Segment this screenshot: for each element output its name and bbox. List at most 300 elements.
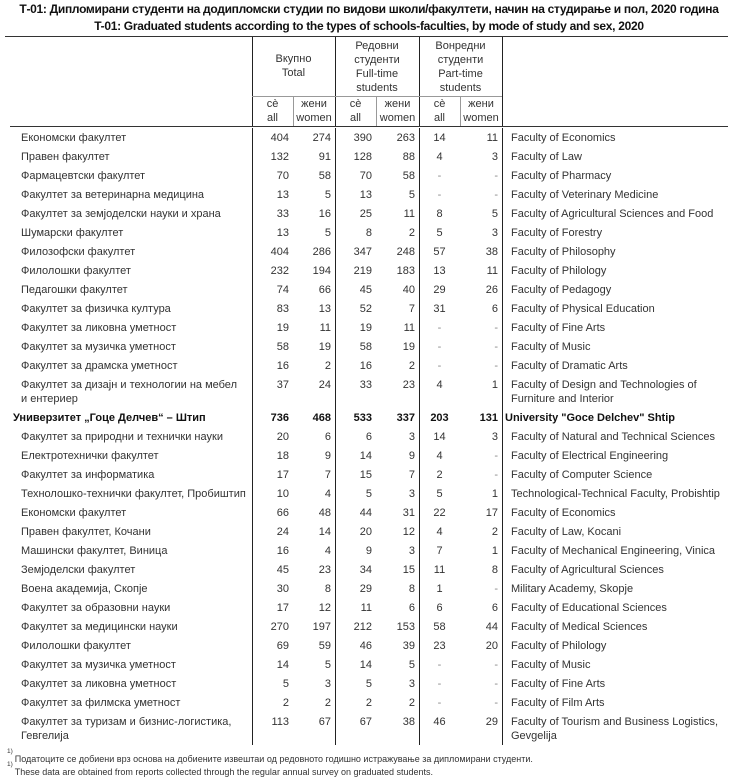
row-label-en: Faculty of Pharmacy [511, 170, 612, 182]
cell-total-all: 10 [276, 488, 289, 500]
data-table [0, 128, 738, 745]
cell-total-women: 468 [312, 412, 331, 424]
row-label-mk: Факултет за ликовна уметност [21, 678, 177, 690]
cell-parttime-all: - [437, 360, 442, 372]
row-label-en: Faculty of Philology [511, 640, 607, 652]
cell-parttime-all: 58 [433, 621, 446, 633]
subheader-all [252, 97, 293, 125]
table-row [0, 280, 738, 299]
table-row [0, 223, 738, 242]
cell-parttime-women: 5 [491, 208, 498, 220]
cell-fulltime-all: 15 [359, 469, 372, 481]
row-label-mk: Факултет за дизајн и технологии на мебел и ентериер [21, 379, 237, 405]
cell-total-all: 404 [270, 132, 289, 144]
cell-parttime-women: 3 [491, 431, 498, 443]
cell-fulltime-all: 8 [365, 227, 372, 239]
row-label-mk: Земјоделски факултет [21, 564, 136, 576]
cell-total-all: 66 [276, 507, 289, 519]
subheader-all-mk: сè [266, 98, 279, 110]
cell-fulltime-all: 70 [359, 170, 372, 182]
cell-parttime-women: - [494, 450, 498, 462]
table-row [0, 261, 738, 280]
cell-total-all: 45 [276, 564, 289, 576]
cell-fulltime-all: 390 [353, 132, 372, 144]
cell-parttime-all: 7 [436, 545, 443, 557]
cell-fulltime-women: 58 [402, 170, 415, 182]
header-parttime-mk1: Вонредни [435, 40, 486, 52]
row-label-mk: Факултет за музичка уметност [21, 341, 176, 353]
row-label-en: Faculty of Educational Sciences [511, 602, 667, 614]
cell-parttime-women: 2 [491, 526, 498, 538]
cell-total-women: 5 [324, 189, 331, 201]
row-label-en: Faculty of Veterinary Medicine [511, 189, 659, 201]
row-label-en: Military Academy, Skopje [511, 583, 634, 595]
row-label-mk: Економски факултет [21, 507, 127, 519]
column-divider [419, 128, 420, 745]
cell-fulltime-all: 11 [360, 602, 372, 614]
cell-parttime-all: 22 [433, 507, 446, 519]
cell-total-all: 70 [276, 170, 289, 182]
row-label-en: Faculty of Mechanical Engineering, Vinica [511, 545, 716, 557]
row-label-mk: Факултет за физичка култура [21, 303, 171, 315]
row-label-en: University "Goce Delchev" Shtip [505, 412, 675, 424]
cell-parttime-women: - [494, 469, 498, 481]
cell-fulltime-all: 20 [359, 526, 372, 538]
cell-fulltime-women: 7 [408, 469, 415, 481]
row-label-mk: Педагошки факултет [21, 284, 128, 296]
row-label-en: Faculty of Philology [511, 265, 607, 277]
cell-parttime-all: 14 [433, 431, 446, 443]
cell-total-all: 58 [276, 341, 289, 353]
row-label-mk: Филолошки факултет [21, 640, 131, 652]
cell-fulltime-women: 337 [396, 412, 415, 424]
cell-parttime-women: - [494, 341, 498, 353]
cell-fulltime-all: 128 [353, 151, 372, 163]
cell-fulltime-women: 15 [402, 564, 415, 576]
row-label-mk: Универзитет „Гоце Делчев“ – Штип [13, 412, 206, 424]
cell-parttime-all: 4 [436, 379, 443, 391]
table-row [0, 147, 738, 166]
cell-total-women: 5 [324, 227, 331, 239]
row-label-mk: Факултет за природни и технички науки [21, 431, 223, 443]
table-row [0, 503, 738, 522]
subheader-women [460, 97, 502, 125]
row-label-mk: Филозофски факултет [21, 246, 136, 258]
cell-fulltime-all: 33 [359, 379, 372, 391]
header-total-en: Total [281, 67, 306, 79]
cell-parttime-women: - [494, 322, 498, 334]
cell-fulltime-all: 29 [359, 583, 372, 595]
cell-total-women: 194 [312, 265, 331, 277]
table-row [0, 484, 738, 503]
cell-fulltime-women: 2 [408, 227, 415, 239]
cell-fulltime-women: 3 [408, 431, 415, 443]
cell-parttime-all: - [437, 697, 442, 709]
row-label-mk: Правен факултет, Кочани [21, 526, 151, 538]
cell-fulltime-women: 19 [402, 341, 415, 353]
table-row [0, 128, 738, 147]
cell-parttime-all: - [437, 678, 442, 690]
cell-total-women: 48 [318, 507, 331, 519]
table-row [0, 674, 738, 693]
row-label-en: Faculty of Philosophy [511, 246, 616, 258]
footnote-mk-text: Податоците се добиени врз основа на добиените извештаи од редовното годишно истражување за дипломирани студенти. [14, 754, 533, 764]
cell-fulltime-all: 9 [365, 545, 372, 557]
cell-total-all: 404 [270, 246, 289, 258]
cell-parttime-women: 1 [491, 379, 498, 391]
header-bottom-rule [10, 126, 728, 127]
subheader-women-en: women [379, 112, 416, 124]
cell-parttime-women: 38 [485, 246, 498, 258]
cell-parttime-all: - [437, 341, 442, 353]
cell-total-women: 13 [318, 303, 331, 315]
cell-total-women: 23 [318, 564, 331, 576]
subheader-women [293, 97, 335, 125]
cell-fulltime-all: 67 [359, 716, 372, 728]
table-body-wrap [0, 128, 738, 779]
table-row [0, 655, 738, 674]
cell-parttime-all: 8 [436, 208, 443, 220]
row-label-mk: Електротехнички факултет [21, 450, 159, 462]
cell-fulltime-women: 38 [402, 716, 415, 728]
cell-total-all: 83 [276, 303, 289, 315]
table-row [0, 446, 738, 465]
table-row [0, 204, 738, 223]
cell-fulltime-women: 7 [408, 303, 415, 315]
table-body [0, 128, 738, 745]
row-label-en: Faculty of Law [511, 151, 582, 163]
cell-fulltime-all: 45 [359, 284, 372, 296]
cell-total-all: 736 [270, 412, 289, 424]
cell-parttime-all: 13 [433, 265, 446, 277]
cell-total-women: 58 [318, 170, 331, 182]
cell-total-all: 74 [276, 284, 289, 296]
cell-total-all: 17 [276, 602, 289, 614]
row-label-en: Faculty of Music [511, 341, 591, 353]
row-label-mk: Факултет за драмска уметност [21, 360, 178, 372]
cell-parttime-women: 3 [491, 227, 498, 239]
cell-total-women: 4 [324, 545, 331, 557]
cell-fulltime-women: 11 [403, 208, 415, 220]
cell-fulltime-women: 2 [408, 697, 415, 709]
cell-fulltime-all: 14 [359, 450, 372, 462]
subheader-women-mk: жени [384, 98, 411, 110]
table-container [0, 128, 738, 745]
subheader-all [335, 97, 376, 125]
table-row [0, 318, 738, 337]
table-title-en: T-01: Graduated students according to the types of schools-faculties, by mode of study and sex, 2020 [94, 19, 644, 33]
cell-total-women: 24 [318, 379, 331, 391]
table-row [0, 617, 738, 636]
subheader-women-mk: жени [301, 98, 327, 110]
table-row [0, 522, 738, 541]
cell-total-all: 37 [276, 379, 289, 391]
header-fulltime-en1: Full-time [355, 68, 399, 80]
table-title-mk: Т-01: Дипломирани студенти на додипломски студии по видови школи/факултети, начин на студирање и пол, 2020 година [19, 2, 719, 16]
row-label-mk: Економски факултет [21, 132, 127, 144]
cell-parttime-all: - [437, 322, 442, 334]
cell-parttime-all: 1 [436, 583, 443, 595]
header-parttime [419, 39, 502, 95]
row-label-mk: Филолошки факултет [21, 265, 131, 277]
cell-parttime-all: - [437, 659, 442, 671]
header-parttime-en1: Part-time [438, 68, 483, 80]
row-label-mk: Факултет за музичка уметност [21, 659, 176, 671]
cell-parttime-women: 20 [485, 640, 498, 652]
cell-fulltime-women: 39 [402, 640, 415, 652]
subheader-all-en: all [433, 112, 445, 124]
cell-total-women: 67 [318, 716, 331, 728]
cell-fulltime-women: 40 [402, 284, 415, 296]
cell-total-all: 13 [276, 227, 289, 239]
table-row [0, 356, 738, 375]
table-row [0, 712, 738, 745]
cell-total-women: 19 [318, 341, 331, 353]
cell-fulltime-women: 23 [402, 379, 415, 391]
cell-parttime-all: - [437, 189, 442, 201]
row-label-en: Faculty of Film Arts [511, 697, 605, 709]
cell-parttime-all: 11 [433, 564, 446, 576]
cell-fulltime-women: 5 [408, 659, 415, 671]
cell-fulltime-all: 219 [353, 265, 372, 277]
cell-total-all: 113 [271, 716, 289, 728]
table-row [0, 465, 738, 484]
header-fulltime-mk1: Редовни [355, 40, 399, 52]
cell-total-women: 5 [324, 659, 331, 671]
cell-fulltime-all: 5 [365, 488, 372, 500]
row-label-en: Faculty of Electrical Engineering [511, 450, 669, 462]
cell-fulltime-all: 5 [365, 678, 372, 690]
table-row [0, 337, 738, 356]
table-row [0, 427, 738, 446]
cell-fulltime-all: 212 [353, 621, 372, 633]
footnotes [0, 745, 738, 779]
row-label-en: Faculty of Agricultural Sciences and Food [511, 208, 714, 220]
cell-fulltime-women: 11 [403, 322, 415, 334]
cell-total-all: 270 [270, 621, 289, 633]
cell-parttime-women: - [494, 170, 498, 182]
subheader-women-en: women [296, 112, 332, 124]
cell-total-women: 12 [318, 602, 331, 614]
cell-parttime-women: 1 [491, 545, 498, 557]
header-parttime-en2: students [439, 82, 482, 94]
cell-total-women: 4 [324, 488, 331, 500]
cell-parttime-women: - [494, 697, 498, 709]
cell-fulltime-all: 46 [359, 640, 372, 652]
header-fulltime-mk2: студенти [354, 54, 400, 66]
row-label-mk: Факултет за информатика [21, 469, 155, 481]
row-label-en: Faculty of Law, Kocani [511, 526, 622, 538]
row-label-mk: Машински факултет, Виница [21, 545, 168, 557]
cell-total-all: 132 [270, 151, 289, 163]
cell-total-all: 5 [282, 678, 289, 690]
row-label-en: Faculty of Fine Arts [511, 322, 606, 334]
cell-fulltime-all: 13 [359, 189, 372, 201]
cell-fulltime-women: 6 [408, 602, 415, 614]
cell-fulltime-women: 183 [396, 265, 415, 277]
cell-parttime-all: 203 [430, 412, 449, 424]
footnote-marker: 1) [7, 761, 13, 768]
cell-parttime-women: 17 [485, 507, 498, 519]
cell-total-women: 2 [324, 697, 331, 709]
cell-total-all: 19 [276, 322, 289, 334]
cell-parttime-women: 29 [485, 716, 498, 728]
cell-total-women: 6 [324, 431, 331, 443]
cell-fulltime-all: 347 [353, 246, 372, 258]
cell-fulltime-women: 248 [396, 246, 415, 258]
header-divider [502, 37, 503, 126]
row-label-mk: Факултет за образовни науки [21, 602, 171, 614]
cell-parttime-all: - [437, 170, 442, 182]
table-row [0, 299, 738, 318]
cell-fulltime-all: 44 [359, 507, 372, 519]
cell-fulltime-women: 5 [408, 189, 415, 201]
cell-fulltime-women: 8 [408, 583, 415, 595]
cell-total-all: 18 [276, 450, 289, 462]
cell-total-women: 16 [318, 208, 331, 220]
row-label-en: Faculty of Physical Education [511, 303, 655, 315]
header-fulltime-en2: students [356, 82, 398, 94]
cell-total-all: 13 [276, 189, 289, 201]
cell-fulltime-all: 533 [353, 412, 372, 424]
row-label-mk: Факултет за ликовна уметност [21, 322, 177, 334]
cell-total-women: 14 [318, 526, 331, 538]
header-total [252, 52, 335, 80]
cell-total-women: 3 [324, 678, 331, 690]
table-row [0, 166, 738, 185]
row-label-en: Faculty of Natural and Technical Sciences [511, 431, 716, 443]
cell-total-all: 16 [276, 545, 289, 557]
table-row [0, 375, 738, 408]
cell-total-women: 197 [312, 621, 331, 633]
cell-parttime-women: 11 [486, 265, 498, 277]
row-label-en: Faculty of Computer Science [511, 469, 653, 481]
subheader-women [376, 97, 419, 125]
row-label-en: Faculty of Music [511, 659, 591, 671]
table-row [0, 579, 738, 598]
cell-parttime-women: 6 [491, 602, 498, 614]
row-label-mk: Факултет за туризам и бизнис-логистика, Гевгелија [21, 716, 232, 742]
row-label-mk: Факултет за филмска уметност [21, 697, 181, 709]
cell-parttime-all: 14 [433, 132, 446, 144]
row-label-mk: Факултет за земјоделски науки и храна [21, 208, 221, 220]
footnote-en-text: These data are obtained from reports collected through the regular annual survey on graduated students. [14, 767, 434, 777]
cell-total-all: 24 [276, 526, 289, 538]
cell-total-women: 7 [324, 469, 331, 481]
cell-parttime-women: - [494, 583, 498, 595]
cell-total-women: 2 [324, 360, 331, 372]
cell-fulltime-women: 263 [396, 132, 415, 144]
cell-parttime-all: 57 [433, 246, 446, 258]
cell-total-women: 91 [318, 151, 331, 163]
cell-parttime-all: 46 [433, 716, 446, 728]
cell-parttime-women: 11 [486, 132, 498, 144]
cell-fulltime-women: 3 [408, 488, 415, 500]
column-divider [502, 128, 503, 745]
row-label-en: Faculty of Medical Sciences [511, 621, 648, 633]
header-fulltime [335, 39, 419, 95]
cell-fulltime-women: 88 [402, 151, 415, 163]
row-label-mk: Фармацевтски факултет [21, 170, 146, 182]
table-row-university-total [0, 408, 738, 427]
table-row [0, 560, 738, 579]
subheader-women-mk: жени [468, 98, 494, 110]
cell-parttime-all: 23 [433, 640, 446, 652]
cell-fulltime-all: 19 [359, 322, 372, 334]
footnote-en [7, 761, 738, 779]
row-label-mk: Воена академија, Скопје [21, 583, 148, 595]
cell-fulltime-women: 3 [408, 678, 415, 690]
header-parttime-mk2: студенти [437, 54, 484, 66]
cell-total-all: 16 [276, 360, 289, 372]
table-row [0, 636, 738, 655]
cell-fulltime-all: 14 [359, 659, 372, 671]
cell-total-all: 17 [276, 469, 289, 481]
cell-parttime-women: 6 [491, 303, 498, 315]
table-row [0, 693, 738, 712]
cell-parttime-all: 5 [436, 488, 443, 500]
row-label-en: Faculty of Dramatic Arts [511, 360, 628, 372]
cell-parttime-women: 44 [485, 621, 498, 633]
cell-parttime-all: 6 [436, 602, 443, 614]
cell-parttime-all: 5 [436, 227, 443, 239]
cell-parttime-women: 3 [491, 151, 498, 163]
row-label-mk: Факултет за ветеринарна медицина [21, 189, 205, 201]
cell-parttime-women: 8 [491, 564, 498, 576]
cell-fulltime-women: 2 [408, 360, 415, 372]
subheader-all-en: all [266, 112, 278, 124]
cell-fulltime-women: 9 [408, 450, 415, 462]
cell-parttime-women: - [494, 659, 498, 671]
cell-fulltime-all: 58 [359, 341, 372, 353]
row-label-en: Faculty of Economics [511, 132, 616, 144]
cell-fulltime-women: 153 [396, 621, 415, 633]
cell-parttime-women: - [494, 678, 498, 690]
cell-parttime-all: 31 [433, 303, 446, 315]
cell-total-women: 8 [324, 583, 331, 595]
cell-parttime-all: 2 [436, 469, 443, 481]
table-row [0, 598, 738, 617]
table-row [0, 541, 738, 560]
table-row [0, 242, 738, 261]
column-divider [252, 128, 253, 745]
cell-total-all: 232 [270, 265, 289, 277]
cell-parttime-women: - [494, 360, 498, 372]
cell-fulltime-women: 12 [402, 526, 415, 538]
cell-total-all: 69 [276, 640, 289, 652]
row-label-en: Faculty of Forestry [511, 227, 603, 239]
row-label-en: Faculty of Fine Arts [511, 678, 606, 690]
row-label-mk: Правен факултет [21, 151, 110, 163]
cell-parttime-women: 131 [479, 412, 498, 424]
cell-fulltime-all: 16 [359, 360, 372, 372]
cell-fulltime-all: 34 [359, 564, 372, 576]
row-label-en: Technological-Technical Faculty, Probishtip [511, 488, 720, 500]
cell-parttime-women: - [494, 189, 498, 201]
column-divider [335, 128, 336, 745]
subheader-women-en: women [463, 112, 499, 124]
cell-fulltime-all: 25 [359, 208, 372, 220]
cell-parttime-all: 4 [436, 526, 443, 538]
cell-parttime-women: 26 [485, 284, 498, 296]
subheader-all-mk: сè [349, 98, 362, 110]
cell-total-all: 14 [276, 659, 289, 671]
row-label-en: Faculty of Tourism and Business Logistics, Gevgelija [511, 716, 719, 742]
row-label-en: Faculty of Pedagogy [511, 284, 612, 296]
cell-parttime-all: 4 [436, 151, 443, 163]
row-label-en: Faculty of Economics [511, 507, 616, 519]
cell-total-women: 11 [319, 322, 331, 334]
